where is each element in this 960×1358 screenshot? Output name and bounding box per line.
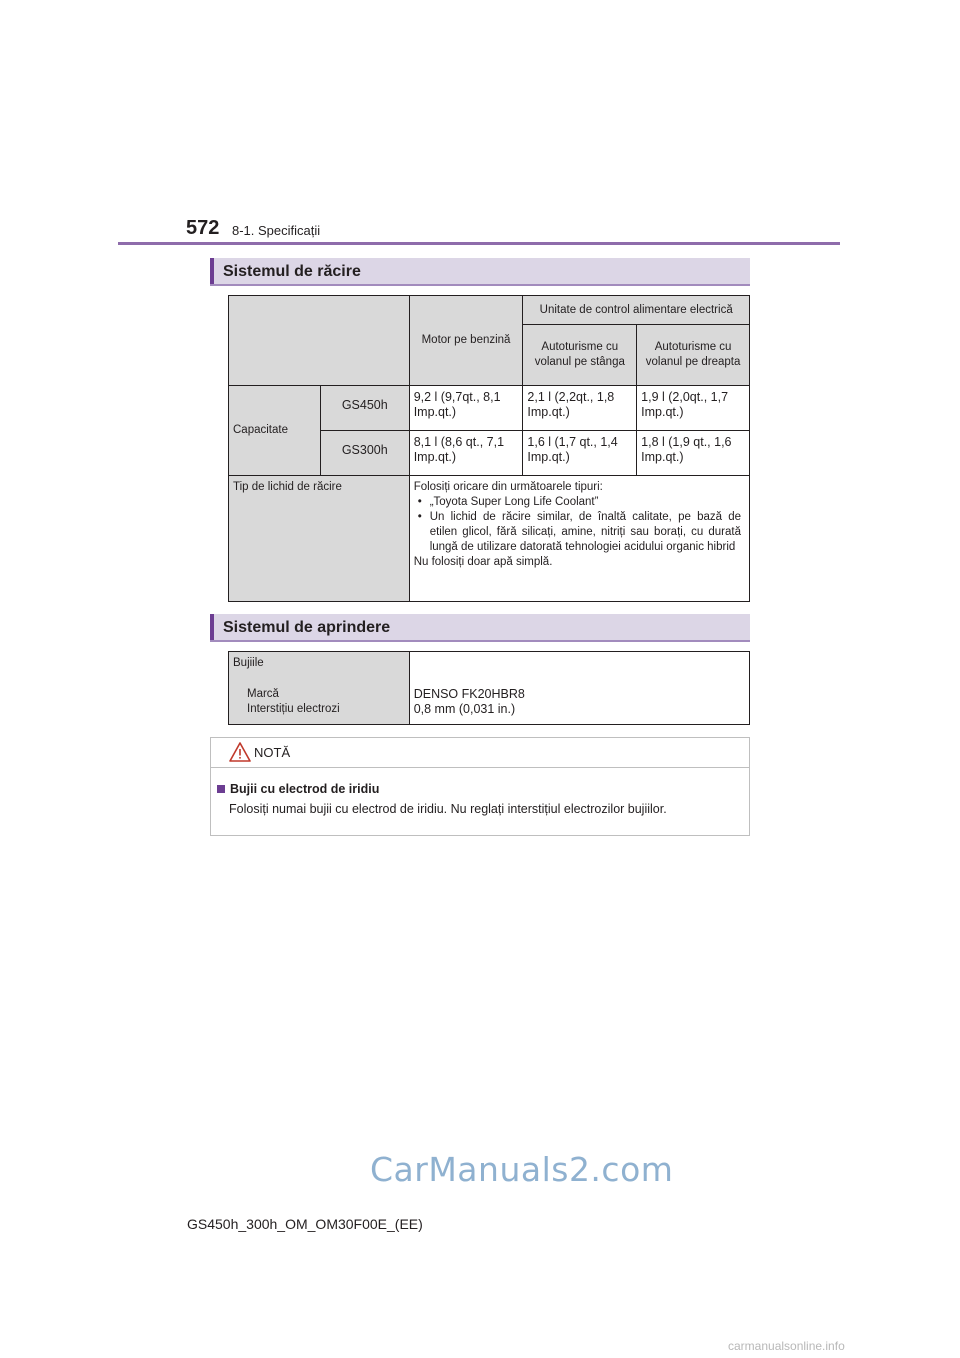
gap-label: Interstițiu electrozi — [247, 703, 340, 715]
cooling-table — [228, 295, 750, 602]
gasoline-value-text: 9,2 l (9,7qt., 8,1 Imp.qt.) — [413, 390, 501, 419]
note-box — [210, 737, 750, 836]
empty-corner-cell — [229, 296, 410, 386]
capacity-label-cell — [229, 386, 321, 476]
coolant-warning: Nu folosiți doar apă simplă. — [413, 556, 553, 568]
header-rule — [118, 242, 840, 245]
col-rhd-header — [637, 325, 750, 386]
col-rhd-label: Autoturisme cu volanul pe dreapta — [645, 341, 741, 368]
model-label: GS300h — [341, 443, 388, 457]
gasoline-value-text: 8,1 l (8,6 qt., 7,1 Imp.qt.) — [413, 435, 505, 464]
rhd-value — [637, 431, 750, 476]
spark-plug-title: Bujiile — [233, 657, 264, 669]
warning-icon — [229, 742, 251, 762]
square-bullet-icon — [217, 785, 225, 793]
coolant-type-label: Tip de lichid de răcire — [233, 481, 342, 493]
spark-plug-values — [409, 652, 749, 725]
rhd-value-text: 1,9 l (2,0qt., 1,7 Imp.qt.) — [641, 390, 729, 419]
coolant-list-item: • „Toyota Super Long Life Coolant” — [414, 495, 741, 510]
note-heading-text: Bujii cu electrod de iridiu — [230, 782, 380, 796]
col-lhd-header — [523, 325, 637, 386]
model-cell — [320, 431, 409, 476]
ignition-section-title: Sistemul de aprindere — [223, 619, 391, 636]
note-text: Folosiți numai bujii cu electrod de iridiu. Nu reglați interstițiul electrozilor bujiilor. — [229, 802, 667, 816]
col-gasoline-label: Motor pe benzină — [421, 334, 511, 346]
note-header — [211, 738, 749, 768]
ignition-section-header — [210, 614, 750, 642]
cooling-section-title: Sistemul de răcire — [223, 263, 361, 280]
lhd-value-text: 2,1 l (2,2qt., 1,8 Imp.qt.) — [527, 390, 615, 419]
model-label: GS450h — [341, 398, 388, 412]
lhd-value — [523, 386, 637, 431]
chapter-title: 8-1. Specificații — [232, 223, 321, 238]
gap-value: 0,8 mm (0,031 in.) — [413, 702, 516, 716]
col-pcu-header — [523, 296, 750, 325]
coolant-type-value — [409, 476, 749, 602]
note-heading — [217, 782, 379, 796]
rhd-value — [637, 386, 750, 431]
brand-value: DENSO FK20HBR8 — [413, 687, 525, 701]
col-pcu-label: Unitate de control alimentare electrică — [539, 303, 733, 316]
ignition-table — [228, 651, 750, 725]
lhd-value-text: 1,6 l (1,7 qt., 1,4 Imp.qt.) — [527, 435, 618, 464]
coolant-list — [414, 495, 741, 555]
spark-plug-labels — [229, 652, 410, 725]
coolant-list-item: • Un lichid de răcire similar, de înaltă calitate, pe bază de etilen glicol, fără silicați, amine, nitriți sau borați, cu durată lungă de utilizare datorată tehnologiei acidului organic hibrid — [414, 510, 741, 555]
rhd-value-text: 1,8 l (1,9 qt., 1,6 Imp.qt.) — [641, 435, 732, 464]
coolant-type-label-cell — [229, 476, 410, 602]
gasoline-value — [409, 431, 523, 476]
watermark-logo: CarManuals2.com — [370, 1150, 674, 1189]
gasoline-value — [409, 386, 523, 431]
lhd-value — [523, 431, 637, 476]
footer-code: GS450h_300h_OM_OM30F00E_(EE) — [187, 1216, 423, 1232]
brand-label: Marcă — [247, 688, 279, 700]
col-lhd-label: Autoturisme cu volanul pe stânga — [534, 341, 625, 368]
note-title: NOTĂ — [254, 745, 291, 760]
cooling-section-header — [210, 258, 750, 286]
page-number: 572 — [186, 217, 220, 239]
coolant-intro: Folosiți oricare din următoarele tipuri: — [413, 481, 603, 493]
col-gasoline-header — [409, 296, 523, 386]
corner-mark: carmanualsonline.info — [728, 1339, 845, 1353]
model-cell — [320, 386, 409, 431]
capacity-label: Capacitate — [233, 424, 288, 436]
